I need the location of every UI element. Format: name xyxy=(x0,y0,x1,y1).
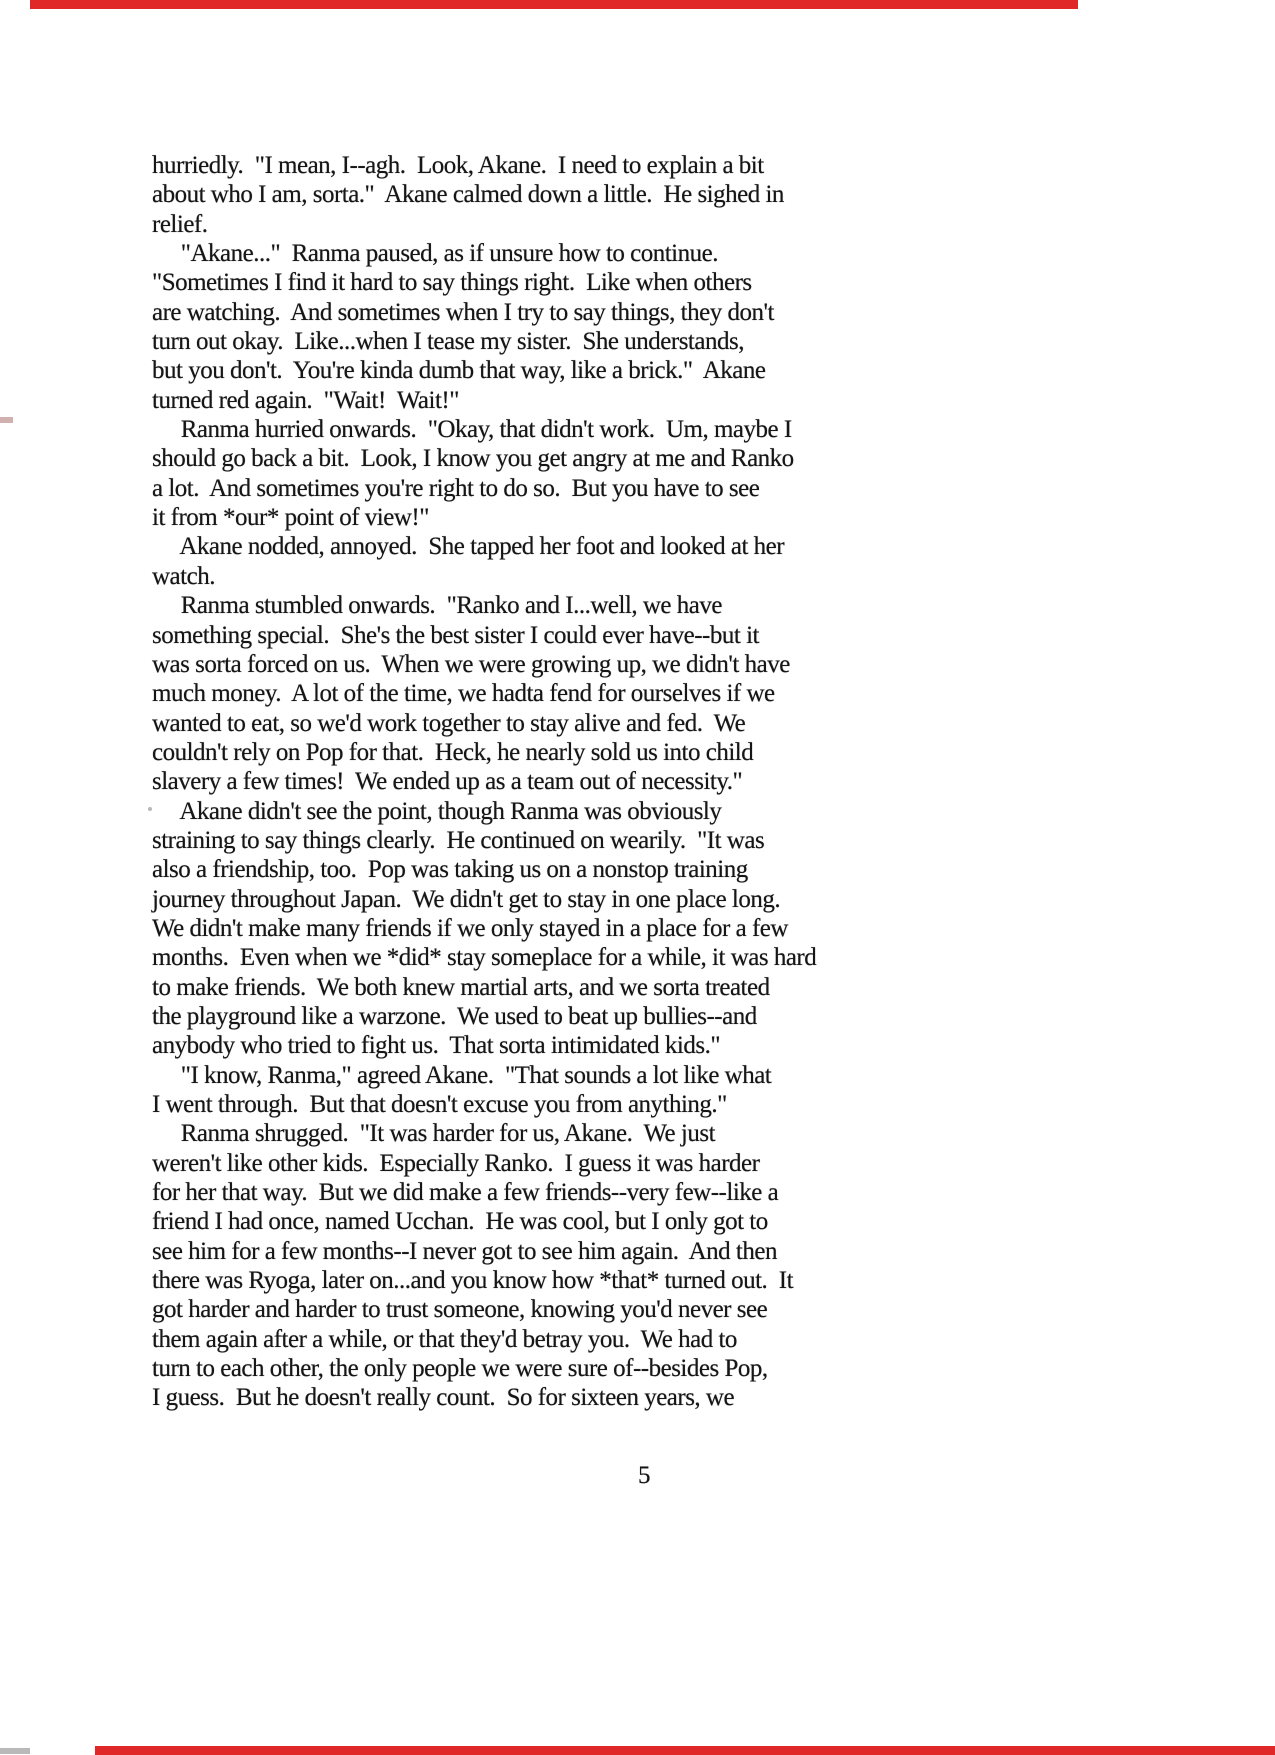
text-line: Ranma stumbled onwards. "Ranko and I...well, we have xyxy=(152,592,722,620)
text-line: Ranma hurried onwards. "Okay, that didn't work. Um, maybe I xyxy=(152,416,792,444)
text-line: slavery a few times! We ended up as a team out of necessity." xyxy=(152,768,743,796)
text-line: are watching. And sometimes when I try to say things, they don't xyxy=(152,298,774,326)
text-line: it from *our* point of view!" xyxy=(152,504,429,532)
text-line: much money. A lot of the time, we hadta fend for ourselves if we xyxy=(152,680,775,708)
text-line: something special. She's the best sister I could ever have--but it xyxy=(152,621,759,649)
text-line: friend I had once, named Ucchan. He was cool, but I only got to xyxy=(152,1208,768,1236)
text-line: turn out okay. Like...when I tease my sister. She understands, xyxy=(152,328,744,356)
text-line: anybody who tried to fight us. That sorta intimidated kids." xyxy=(152,1032,721,1060)
text-line: "Sometimes I find it hard to say things right. Like when others xyxy=(152,269,752,297)
text-line: a lot. And sometimes you're right to do so. But you have to see xyxy=(152,474,760,502)
text-line: "Akane..." Ranma paused, as if unsure how to continue. xyxy=(152,240,718,268)
text-line: couldn't rely on Pop for that. Heck, he nearly sold us into child xyxy=(152,738,754,766)
text-line: was sorta forced on us. When we were growing up, we didn't have xyxy=(152,650,790,678)
text-line: We didn't make many friends if we only stayed in a place for a few xyxy=(152,914,788,942)
text-line: them again after a while, or that they'd betray you. We had to xyxy=(152,1325,737,1353)
text-line: got harder and harder to trust someone, knowing you'd never see xyxy=(152,1296,768,1324)
text-line: hurriedly. "I mean, I--agh. Look, Akane. I need to explain a bit xyxy=(152,152,764,179)
text-line: turn to each other, the only people we were sure of--besides Pop, xyxy=(152,1355,768,1383)
text-line: should go back a bit. Look, I know you get angry at me and Ranko xyxy=(152,445,794,473)
text-line: the playground like a warzone. We used to beat up bullies--and xyxy=(152,1002,757,1030)
text-line: straining to say things clearly. He continued on wearily. "It was xyxy=(152,826,765,854)
text-line: but you don't. You're kinda dumb that way, like a brick." Akane xyxy=(152,357,766,385)
page-number: 5 xyxy=(638,1462,651,1489)
text-line: I guess. But he doesn't really count. So for sixteen years, we xyxy=(152,1384,735,1412)
text-line: relief. xyxy=(152,210,208,238)
text-line: Akane didn't see the point, though Ranma was obviously xyxy=(152,797,722,825)
text-line: also a friendship, too. Pop was taking us on a nonstop training xyxy=(152,856,748,884)
text-line: for her that way. But we did make a few friends--very few--like a xyxy=(152,1179,779,1207)
text-line: I went through. But that doesn't excuse you from anything." xyxy=(152,1091,727,1118)
text-line: "I know, Ranma," agreed Akane. "That sounds a lot like what xyxy=(152,1061,772,1089)
text-line: Akane nodded, annoyed. She tapped her foot and looked at her xyxy=(152,533,785,561)
scan-artifact-bottom-bar xyxy=(95,1746,1275,1755)
scan-artifact-corner-dash xyxy=(0,1748,30,1754)
text-line: weren't like other kids. Especially Ranko. I guess it was harder xyxy=(152,1149,760,1177)
text-line: watch. xyxy=(152,562,215,590)
text-line: months. Even when we *did* stay someplace for a while, it was hard xyxy=(152,944,817,972)
scan-artifact-top-bar xyxy=(30,0,1078,9)
body-text xyxy=(152,151,912,1413)
text-line: there was Ryoga, later on...and you know how *that* turned out. It xyxy=(152,1267,794,1295)
text-line: about who I am, sorta." Akane calmed down a little. He sighed in xyxy=(152,181,784,209)
text-line: wanted to eat, so we'd work together to stay alive and fed. We xyxy=(152,709,746,737)
text-line: journey throughout Japan. We didn't get to stay in one place long. xyxy=(152,885,781,913)
text-line: turned red again. "Wait! Wait!" xyxy=(152,386,459,414)
text-line: see him for a few months--I never got to see him again. And then xyxy=(152,1237,777,1265)
scan-artifact-left-edge-mark xyxy=(0,417,13,423)
text-line: to make friends. We both knew martial arts, and we sorta treated xyxy=(152,973,770,1001)
text-line: Ranma shrugged. "It was harder for us, Akane. We just xyxy=(152,1120,716,1148)
